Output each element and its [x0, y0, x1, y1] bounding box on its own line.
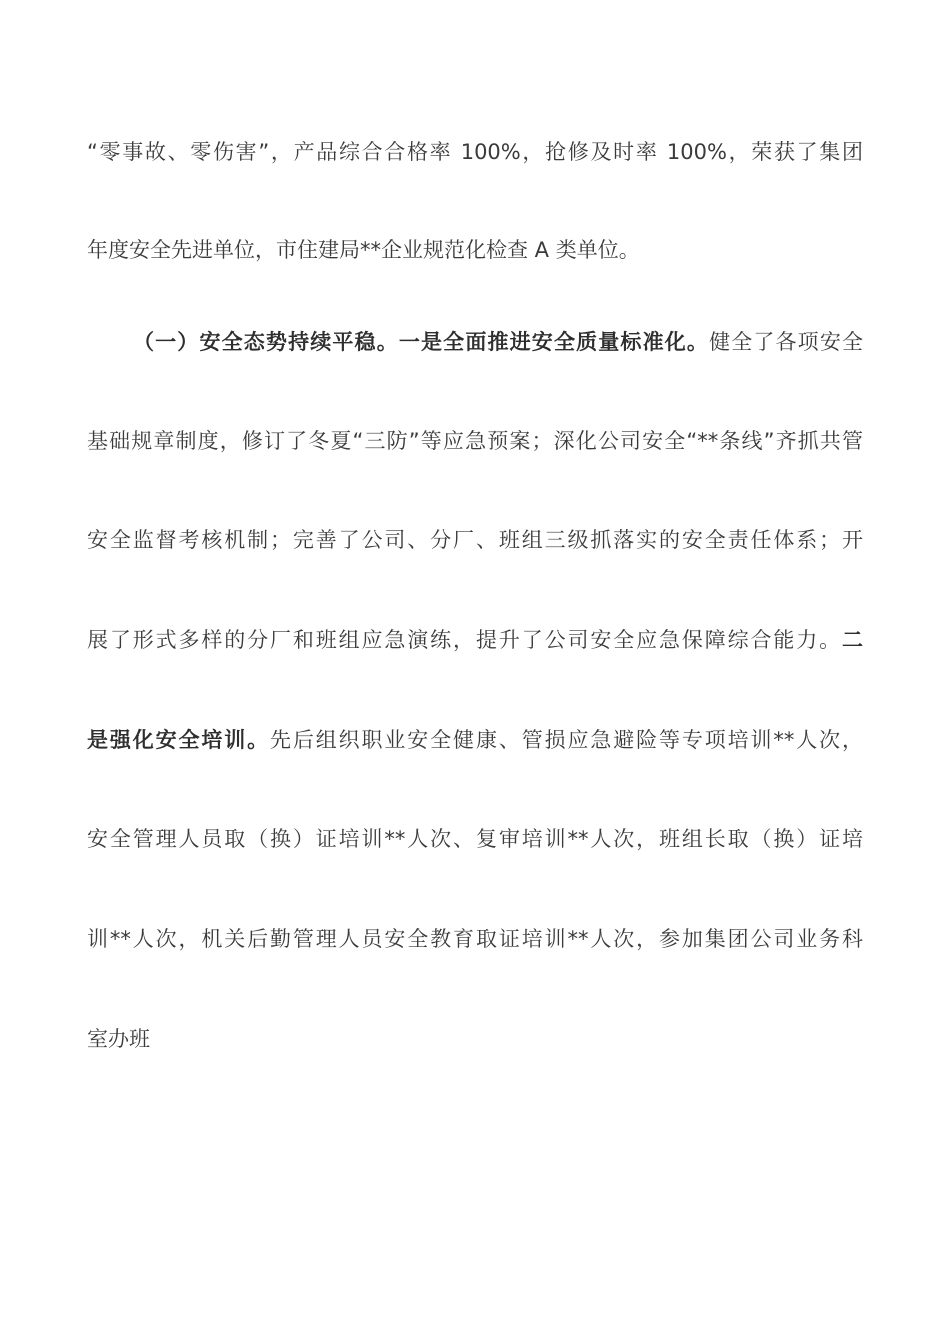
bold-segment: 是强化安全培训。 [87, 728, 271, 752]
paragraph-line-4 [87, 421, 863, 461]
text-segment: 安全监督考核机制；完善了公司、分厂、班组三级抓落实的安全责任体系；开 [87, 528, 863, 552]
paragraph-line-5 [87, 520, 863, 560]
paragraph-line-9 [87, 919, 863, 959]
text-segment: 室办班 [87, 1027, 150, 1051]
paragraph-line-10 [87, 1019, 863, 1059]
section-heading-line [133, 322, 863, 362]
paragraph-line-8 [87, 819, 863, 859]
text-segment: 基础规章制度，修订了冬夏“三防”等应急预案；深化公司安全“**条线”齐抓共管 [87, 429, 863, 453]
paragraph-line-7 [87, 720, 863, 760]
text-segment: 展了形式多样的分厂和班组应急演练，提升了公司安全应急保障综合能力。 [87, 628, 842, 652]
text-segment: 健全了各项安全 [709, 330, 863, 354]
text-segment: 先后组织职业安全健康、管损应急避险等专项培训**人次， [270, 728, 863, 752]
paragraph-line-1 [87, 132, 863, 172]
text-segment: 训**人次，机关后勤管理人员安全教育取证培训**人次，参加集团公司业务科 [87, 927, 863, 951]
text-segment: “零事故、零伤害”，产品综合合格率 100%，抢修及时率 100%，荣获了集团 [87, 140, 863, 164]
section-heading: （一）安全态势持续平稳。一是全面推进安全质量标准化。 [133, 330, 710, 354]
paragraph-line-2 [87, 230, 863, 270]
paragraph-line-6 [87, 620, 863, 660]
text-segment: 年度安全先进单位，市住建局**企业规范化检查 A 类单位。 [87, 238, 640, 262]
text-segment: 安全管理人员取（换）证培训**人次、复审培训**人次，班组长取（换）证培 [87, 827, 863, 851]
bold-segment: 二 [842, 628, 863, 652]
